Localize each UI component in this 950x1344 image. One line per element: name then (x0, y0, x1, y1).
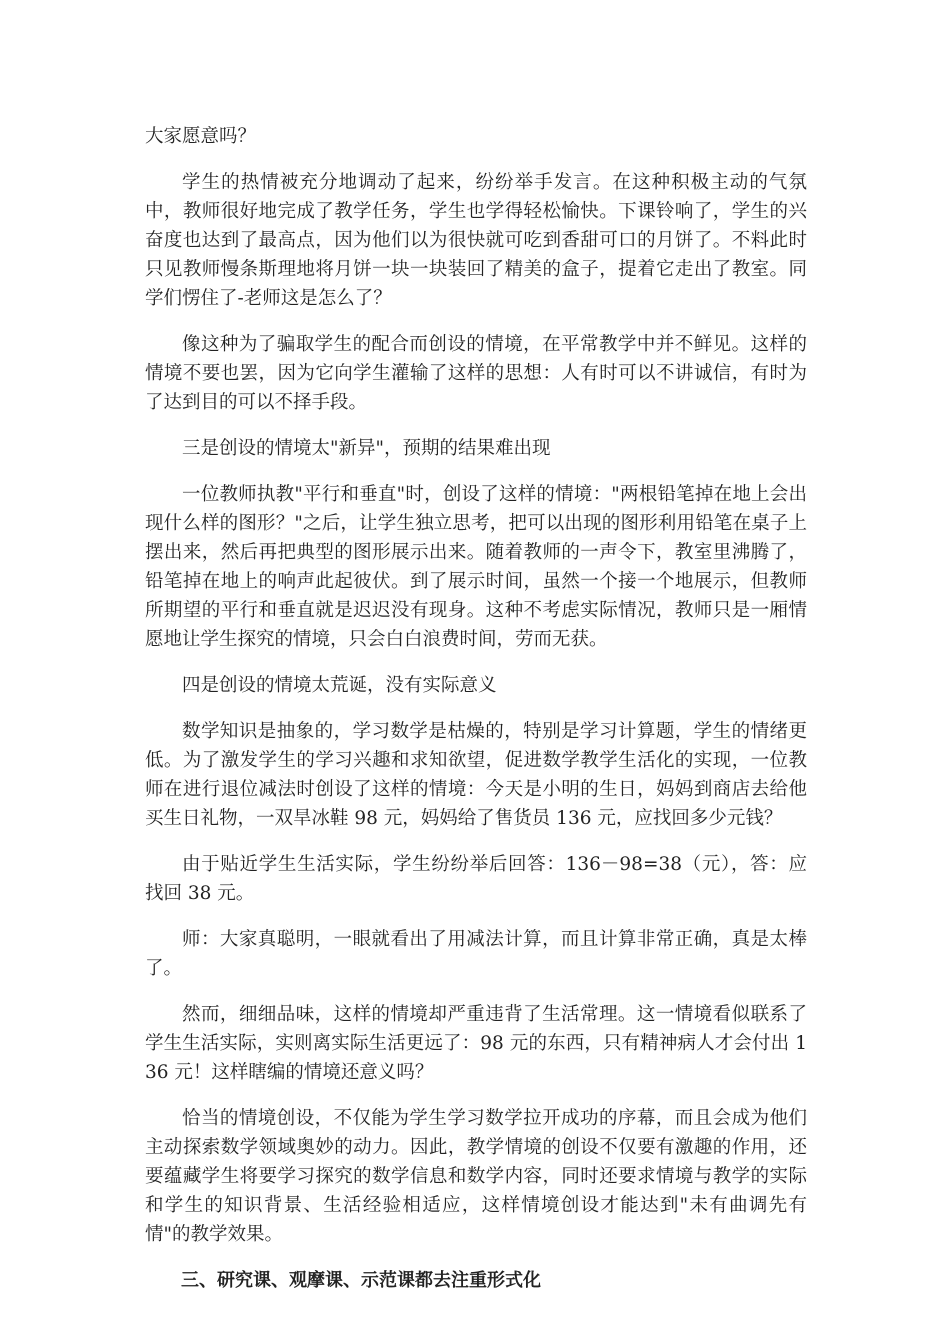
paragraph-deceptive-situation: 像这种为了骗取学生的配合而创设的情境，在平常教学中并不鲜见。这样的情境不要也罢，因为它向学生灌输了这样的思想：人有时可以不讲诚信，有时为了达到目的可以不择手段。 (145, 334, 807, 413)
paragraph-continuation: 大家愿意吗？ (145, 126, 257, 147)
paragraph-critique: 然而，细细品味，这样的情境却严重违背了生活常理。这一情境看似联系了学生生活实际，实则离实际生活更远了：98 元的东西，只有精神病人才会付出 136 元！这样瞎编的情境还意义吗？ (145, 1004, 807, 1083)
paragraph-student-enthusiasm: 学生的热情被充分地调动了起来，纷纷举手发言。在这种积极主动的气氛中，教师很好地完成了教学任务，学生也学得轻松愉快。下课铃响了，学生的兴奋度也达到了最高点，因为他们以为很快就可吃到香甜可口的月饼了。不料此时只见教师慢条斯理地将月饼一块一块装回了精美的盒子，提着它走出了教室。同学们愣住了-老师这是怎么了？ (145, 172, 807, 309)
paragraph-student-answer: 由于贴近学生生活实际，学生纷纷举后回答：136－98=38（元），答：应找回 38 元。 (145, 854, 807, 904)
document-body (145, 122, 807, 1312)
subheading-point-four: 四是创设的情境太荒诞，没有实际意义 (182, 675, 497, 696)
paragraph-teacher-praise: 师：大家真聪明，一眼就看出了用减法计算，而且计算非常正确，真是太棒了。 (145, 929, 807, 979)
paragraph-subtraction-example: 数学知识是抽象的，学习数学是枯燥的，特别是学习计算题，学生的情绪更低。为了激发学生的学习兴趣和求知欲望，促进数学教学生活化的实现，一位教师在进行退位减法时创设了这样的情境：今天是小明的生日，妈妈到商店去给他买生日礼物，一双旱冰鞋 98 元，妈妈给了售货员 136 元，应找回多少元钱？ (145, 721, 807, 829)
section-heading-three: 三、研究课、观摩课、示范课都去注重形式化 (181, 1270, 541, 1291)
paragraph-conclusion: 恰当的情境创设，不仅能为学生学习数学拉开成功的序幕，而且会成为他们主动探索数学领域奥妙的动力。因此，教学情境的创设不仅要有激趣的作用，还要蕴藏学生将要学习探究的数学信息和数学内容，同时还要求情境与教学的实际和学生的知识背景、生活经验相适应，这样情境创设才能达到"未有曲调先有情"的教学效果。 (145, 1108, 807, 1245)
subheading-point-three: 三是创设的情境太"新异"，预期的结果难出现 (182, 438, 551, 459)
paragraph-parallel-perpendicular: 一位教师执教"平行和垂直"时，创设了这样的情境："两根铅笔掉在地上会出现什么样的图形？"之后，让学生独立思考，把可以出现的图形利用铅笔在桌子上摆出来，然后再把典型的图形展示出来。随着教师的一声令下，教室里沸腾了，铅笔掉在地上的响声此起彼伏。到了展示时间，虽然一个接一个地展示，但教师所期望的平行和垂直就是迟迟没有现身。这种不考虑实际情况，教师只是一厢情愿地让学生探究的情境，只会白白浪费时间，劳而无获。 (145, 484, 807, 650)
